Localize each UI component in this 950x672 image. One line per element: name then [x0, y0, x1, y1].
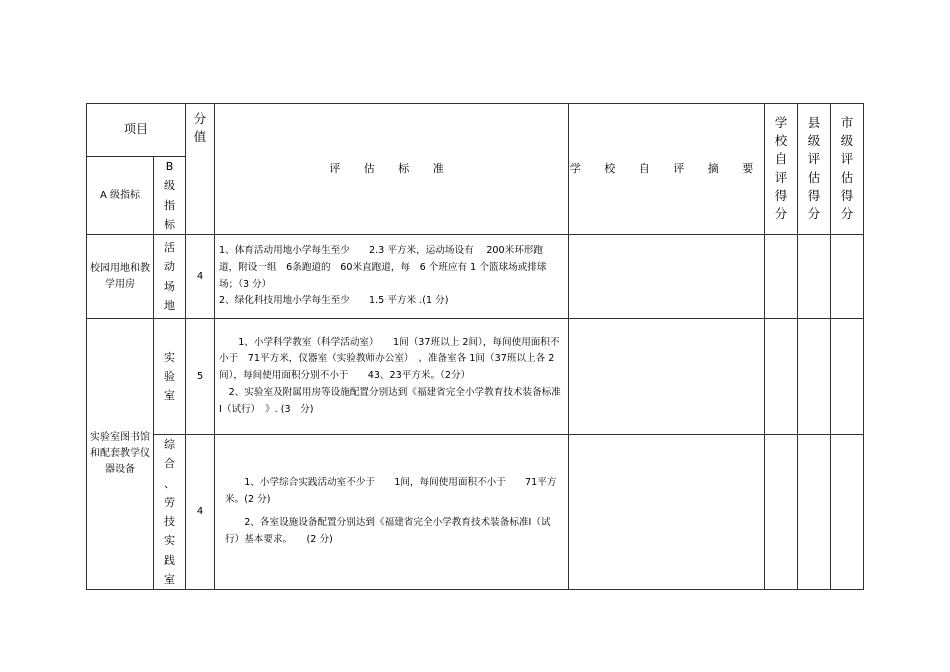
header-b-index: B级指标: [164, 160, 175, 231]
b-index-label: 综合、劳技实践室: [164, 438, 175, 586]
score-value: 5: [186, 319, 215, 435]
criteria-cell: [215, 319, 569, 435]
school-score-cell[interactable]: [765, 235, 798, 319]
a-index-label: 实验室图书馆和配套教学仪器设备: [90, 432, 150, 475]
b-index-label: 实验室: [164, 350, 175, 403]
b-index-cell: [154, 435, 186, 590]
header-school-summary: 学 校 自 评 摘 要: [569, 162, 764, 175]
criteria-item: 2、各室设施设备配置分别达到《福建省完全小学教育技术装备标准Ⅰ（试行）基本要求。 (2 分): [225, 517, 551, 545]
county-score-cell[interactable]: [798, 319, 831, 435]
city-score-cell[interactable]: [831, 435, 864, 590]
county-score-cell[interactable]: [798, 235, 831, 319]
school-summary-cell[interactable]: [569, 435, 765, 590]
school-summary-cell[interactable]: [569, 319, 765, 435]
criteria-cell: [215, 235, 569, 319]
table-row: [87, 435, 864, 590]
header-city-score: 市级评估得分: [840, 115, 854, 221]
school-summary-cell[interactable]: [569, 235, 765, 319]
header-city-score-cell: [831, 104, 864, 235]
table-row: [87, 319, 864, 435]
b-index-cell: [154, 319, 186, 435]
header-school-score: 学校自评得分: [774, 115, 788, 221]
criteria-cell: [215, 435, 569, 590]
header-summary-cell: [569, 104, 765, 235]
header-county-score-cell: [798, 104, 831, 235]
school-score-cell[interactable]: [765, 319, 798, 435]
header-school-score-cell: [765, 104, 798, 235]
header-project: 项目: [87, 104, 186, 157]
evaluation-table: [86, 103, 864, 590]
city-score-cell[interactable]: [831, 319, 864, 435]
score-value: 4: [186, 435, 215, 590]
criteria-item: 1、小学科学教室（科学活动室） 1间（37班以上 2间），每间使用面积不小于 71平方米，仪器室（实验教师办公室） 、准备室各 1间（37班以上各 2间），每间使用面积分别不小于 43、23平方米。（2分）: [219, 336, 560, 382]
header-score: 分值: [193, 111, 207, 145]
criteria-item: 1、体育活动用地小学每生至少 2.3 平方米，运动场设有 200米环形跑道，附设一组 6条跑道的 60米直跑道，每 6 个班应有 1 个篮球场或排球场；（3 分）: [219, 244, 547, 290]
criteria-item: 2、实验室及附属用房等设施配置分别达到《福建省完全小学教育技术装备标准Ⅰ（试行） 》. (3 分): [219, 386, 561, 415]
a-index-cell: [87, 235, 154, 319]
a-index-label: 校园用地和教学用房: [90, 262, 150, 290]
header-standard: 评 估 标 准: [329, 162, 454, 175]
header-score-cell: [186, 104, 215, 235]
criteria-item: 1、小学综合实践活动室不少于 1间，每间使用面积不小于 71平方米。(2 分): [225, 477, 557, 506]
b-index-label: 活动场地: [164, 241, 175, 312]
school-score-cell[interactable]: [765, 435, 798, 590]
header-standard-cell: [215, 104, 569, 235]
header-a-index: A 级指标: [87, 157, 154, 235]
table-row: [87, 235, 864, 319]
city-score-cell[interactable]: [831, 235, 864, 319]
b-index-cell: [154, 235, 186, 319]
county-score-cell[interactable]: [798, 435, 831, 590]
score-value: 4: [186, 235, 215, 319]
criteria-item: 2、绿化科技用地小学每生至少 1.5 平方米 .(1 分): [219, 295, 449, 307]
header-county-score: 县级评估得分: [807, 115, 821, 221]
header-b-index-cell: [154, 157, 186, 235]
a-index-cell: [87, 319, 154, 590]
